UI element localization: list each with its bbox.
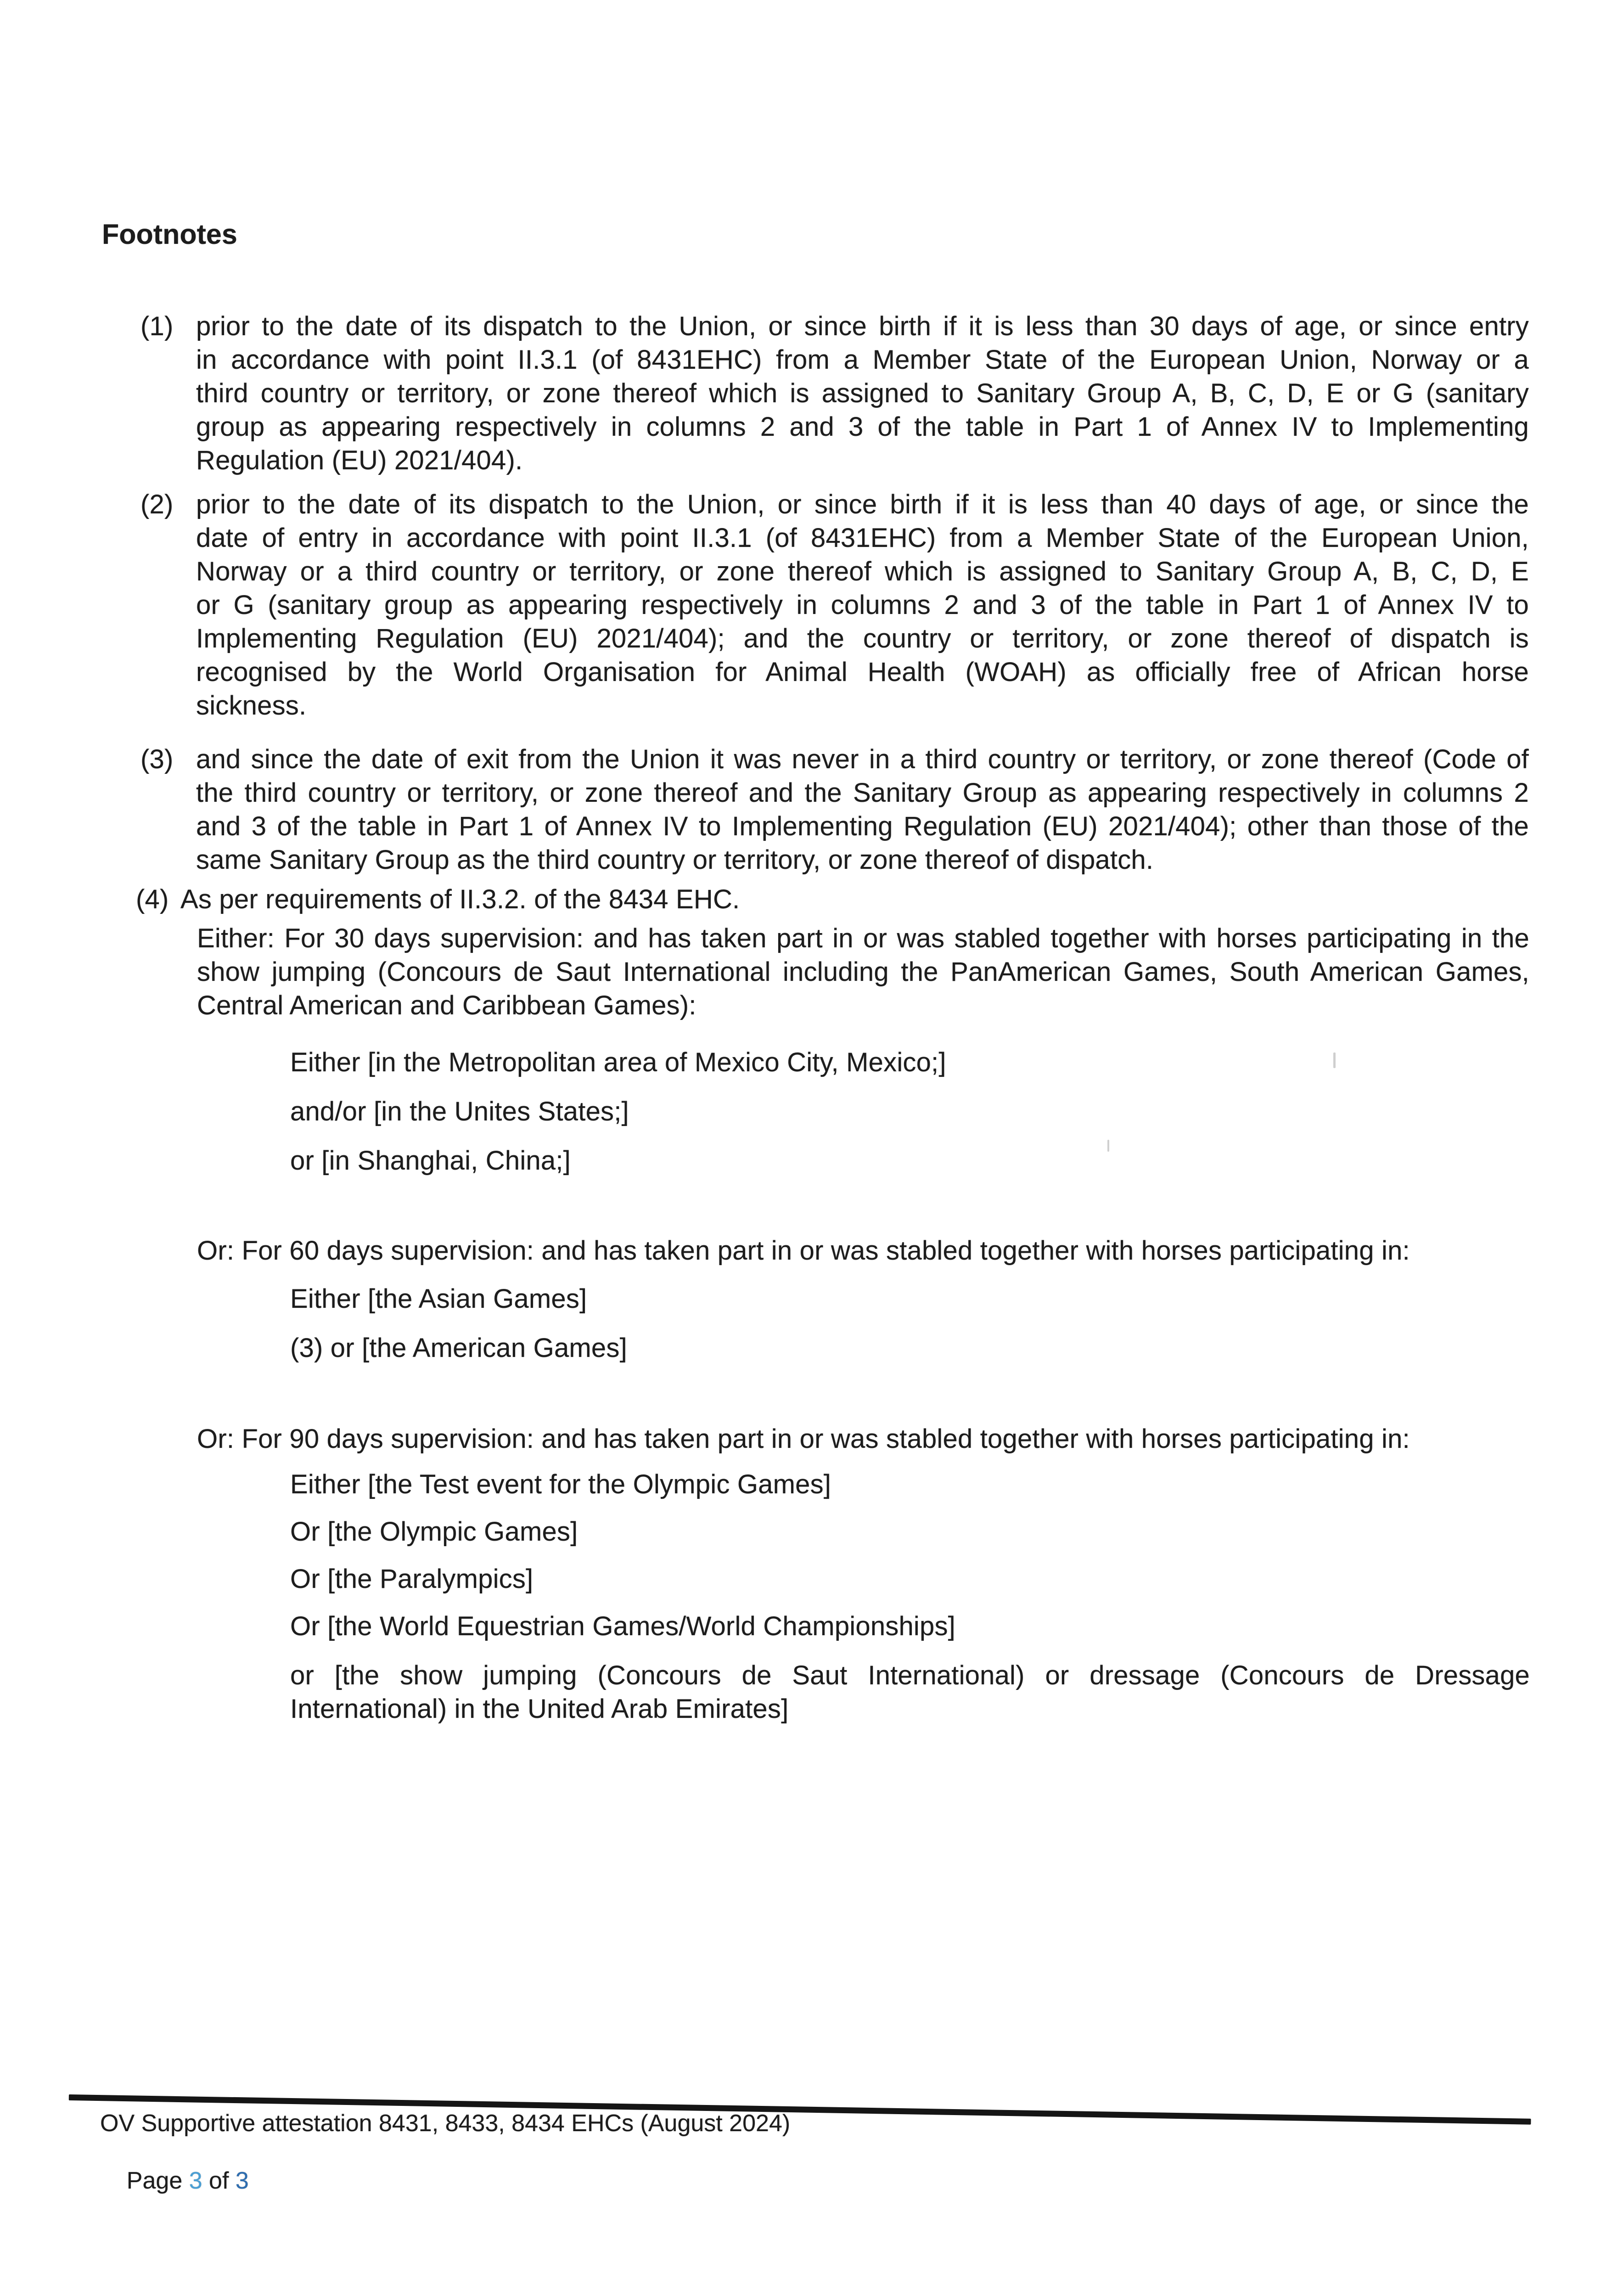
- text-line: or [the show jumping (Concours de Saut International) or dressage (Concours de Dressage: [290, 1660, 1530, 1690]
- footnote-1-marker: (1): [140, 311, 174, 341]
- text-line: Central American and Caribbean Games):: [197, 990, 696, 1020]
- supervision-30-option-1: Either [in the Metropolitan area of Mexico City, Mexico;]: [290, 1047, 946, 1077]
- text-line: recognised by the World Organisation for Animal Health (WOAH) as officially free of African horse: [196, 657, 1529, 687]
- text-line: Either: For 30 days supervision: and has taken part in or was stabled together with horses participating in the: [197, 923, 1529, 953]
- scan-speck: [1333, 1052, 1336, 1068]
- supervision-60-paragraph: Or: For 60 days supervision: and has taken part in or was stabled together with horses participating in:: [197, 1236, 1410, 1266]
- text-line: Implementing Regulation (EU) 2021/404); and the country or territory, or zone thereof of dispatch is: [196, 624, 1529, 653]
- text-line: or G (sanitary group as appearing respectively in columns 2 and 3 of the table in Part 1 of Annex IV to: [196, 590, 1529, 620]
- supervision-30-paragraph: [197, 922, 1529, 1022]
- footer-page-number-total: 3: [235, 2167, 249, 2194]
- text-line: and 3 of the table in Part 1 of Annex IV to Implementing Regulation (EU) 2021/404); other than those of the: [196, 811, 1529, 841]
- footnote-3-body: [196, 743, 1529, 877]
- text-line: third country or territory, or zone thereof which is assigned to Sanitary Group A, B, C, D, E or G (sanitary: [196, 378, 1529, 408]
- text-line: show jumping (Concours de Saut International including the PanAmerican Games, South American Games,: [197, 957, 1529, 987]
- scan-speck: [1107, 1140, 1109, 1152]
- text-line: date of entry in accordance with point II.3.1 (of 8431EHC) from a Member State of the European Union,: [196, 523, 1529, 553]
- supervision-90-option-2: Or [the Olympic Games]: [290, 1517, 578, 1547]
- text-line: prior to the date of its dispatch to the Union, or since birth if it is less than 30 days of age, or since entry: [196, 311, 1529, 341]
- footer-page-line: [100, 2138, 249, 2223]
- text-line: Norway or a third country or territory, or zone thereof which is assigned to Sanitary Group A, B, C, D, E: [196, 557, 1529, 586]
- text-line: International) in the United Arab Emirates]: [290, 1694, 789, 1724]
- supervision-90-option-uae: [290, 1659, 1530, 1726]
- supervision-60-option-2: (3) or [the American Games]: [290, 1333, 627, 1363]
- footnote-2-marker: (2): [140, 490, 174, 519]
- footer-page-number-current: 3: [189, 2167, 202, 2194]
- text-line: sickness.: [196, 691, 307, 720]
- supervision-60-option-1: Either [the Asian Games]: [290, 1284, 587, 1314]
- text-line: group as appearing respectively in columns 2 and 3 of the table in Part 1 of Annex IV to Implementing: [196, 412, 1529, 442]
- text-line: and since the date of exit from the Union it was never in a third country or territory, or zone thereof (Code of: [196, 744, 1529, 774]
- text-line: same Sanitary Group as the third country or territory, or zone thereof of dispatch.: [196, 845, 1154, 875]
- supervision-90-option-3: Or [the Paralympics]: [290, 1564, 534, 1594]
- supervision-90-paragraph: Or: For 90 days supervision: and has taken part in or was stabled together with horses participating in:: [197, 1424, 1410, 1454]
- footer-page-label: Page: [126, 2167, 189, 2194]
- text-line: in accordance with point II.3.1 (of 8431EHC) from a Member State of the European Union, Norway or a: [196, 345, 1529, 375]
- supervision-30-option-3: or [in Shanghai, China;]: [290, 1146, 571, 1176]
- footnote-2-body: [196, 488, 1529, 722]
- text-line: the third country or territory, or zone thereof and the Sanitary Group as appearing respectively in columns 2: [196, 778, 1529, 808]
- footer-page-of-label: of: [202, 2167, 236, 2194]
- footnote-3-marker: (3): [140, 744, 174, 774]
- footnote-4-marker: (4): [136, 884, 169, 914]
- footnote-4-body: As per requirements of II.3.2. of the 8434 EHC.: [180, 884, 740, 914]
- supervision-90-option-4: Or [the World Equestrian Games/World Championships]: [290, 1611, 955, 1641]
- footnote-1-body: [196, 310, 1529, 477]
- footer-attestation: OV Supportive attestation 8431, 8433, 8434 EHCs (August 2024): [100, 2110, 791, 2137]
- supervision-90-option-1: Either [the Test event for the Olympic Games]: [290, 1469, 831, 1499]
- text-line: Regulation (EU) 2021/404).: [196, 445, 523, 475]
- text-line: prior to the date of its dispatch to the Union, or since birth if it is less than 40 days of age, or since the: [196, 490, 1529, 519]
- page-title: Footnotes: [102, 219, 237, 250]
- supervision-30-option-2: and/or [in the Unites States;]: [290, 1097, 629, 1126]
